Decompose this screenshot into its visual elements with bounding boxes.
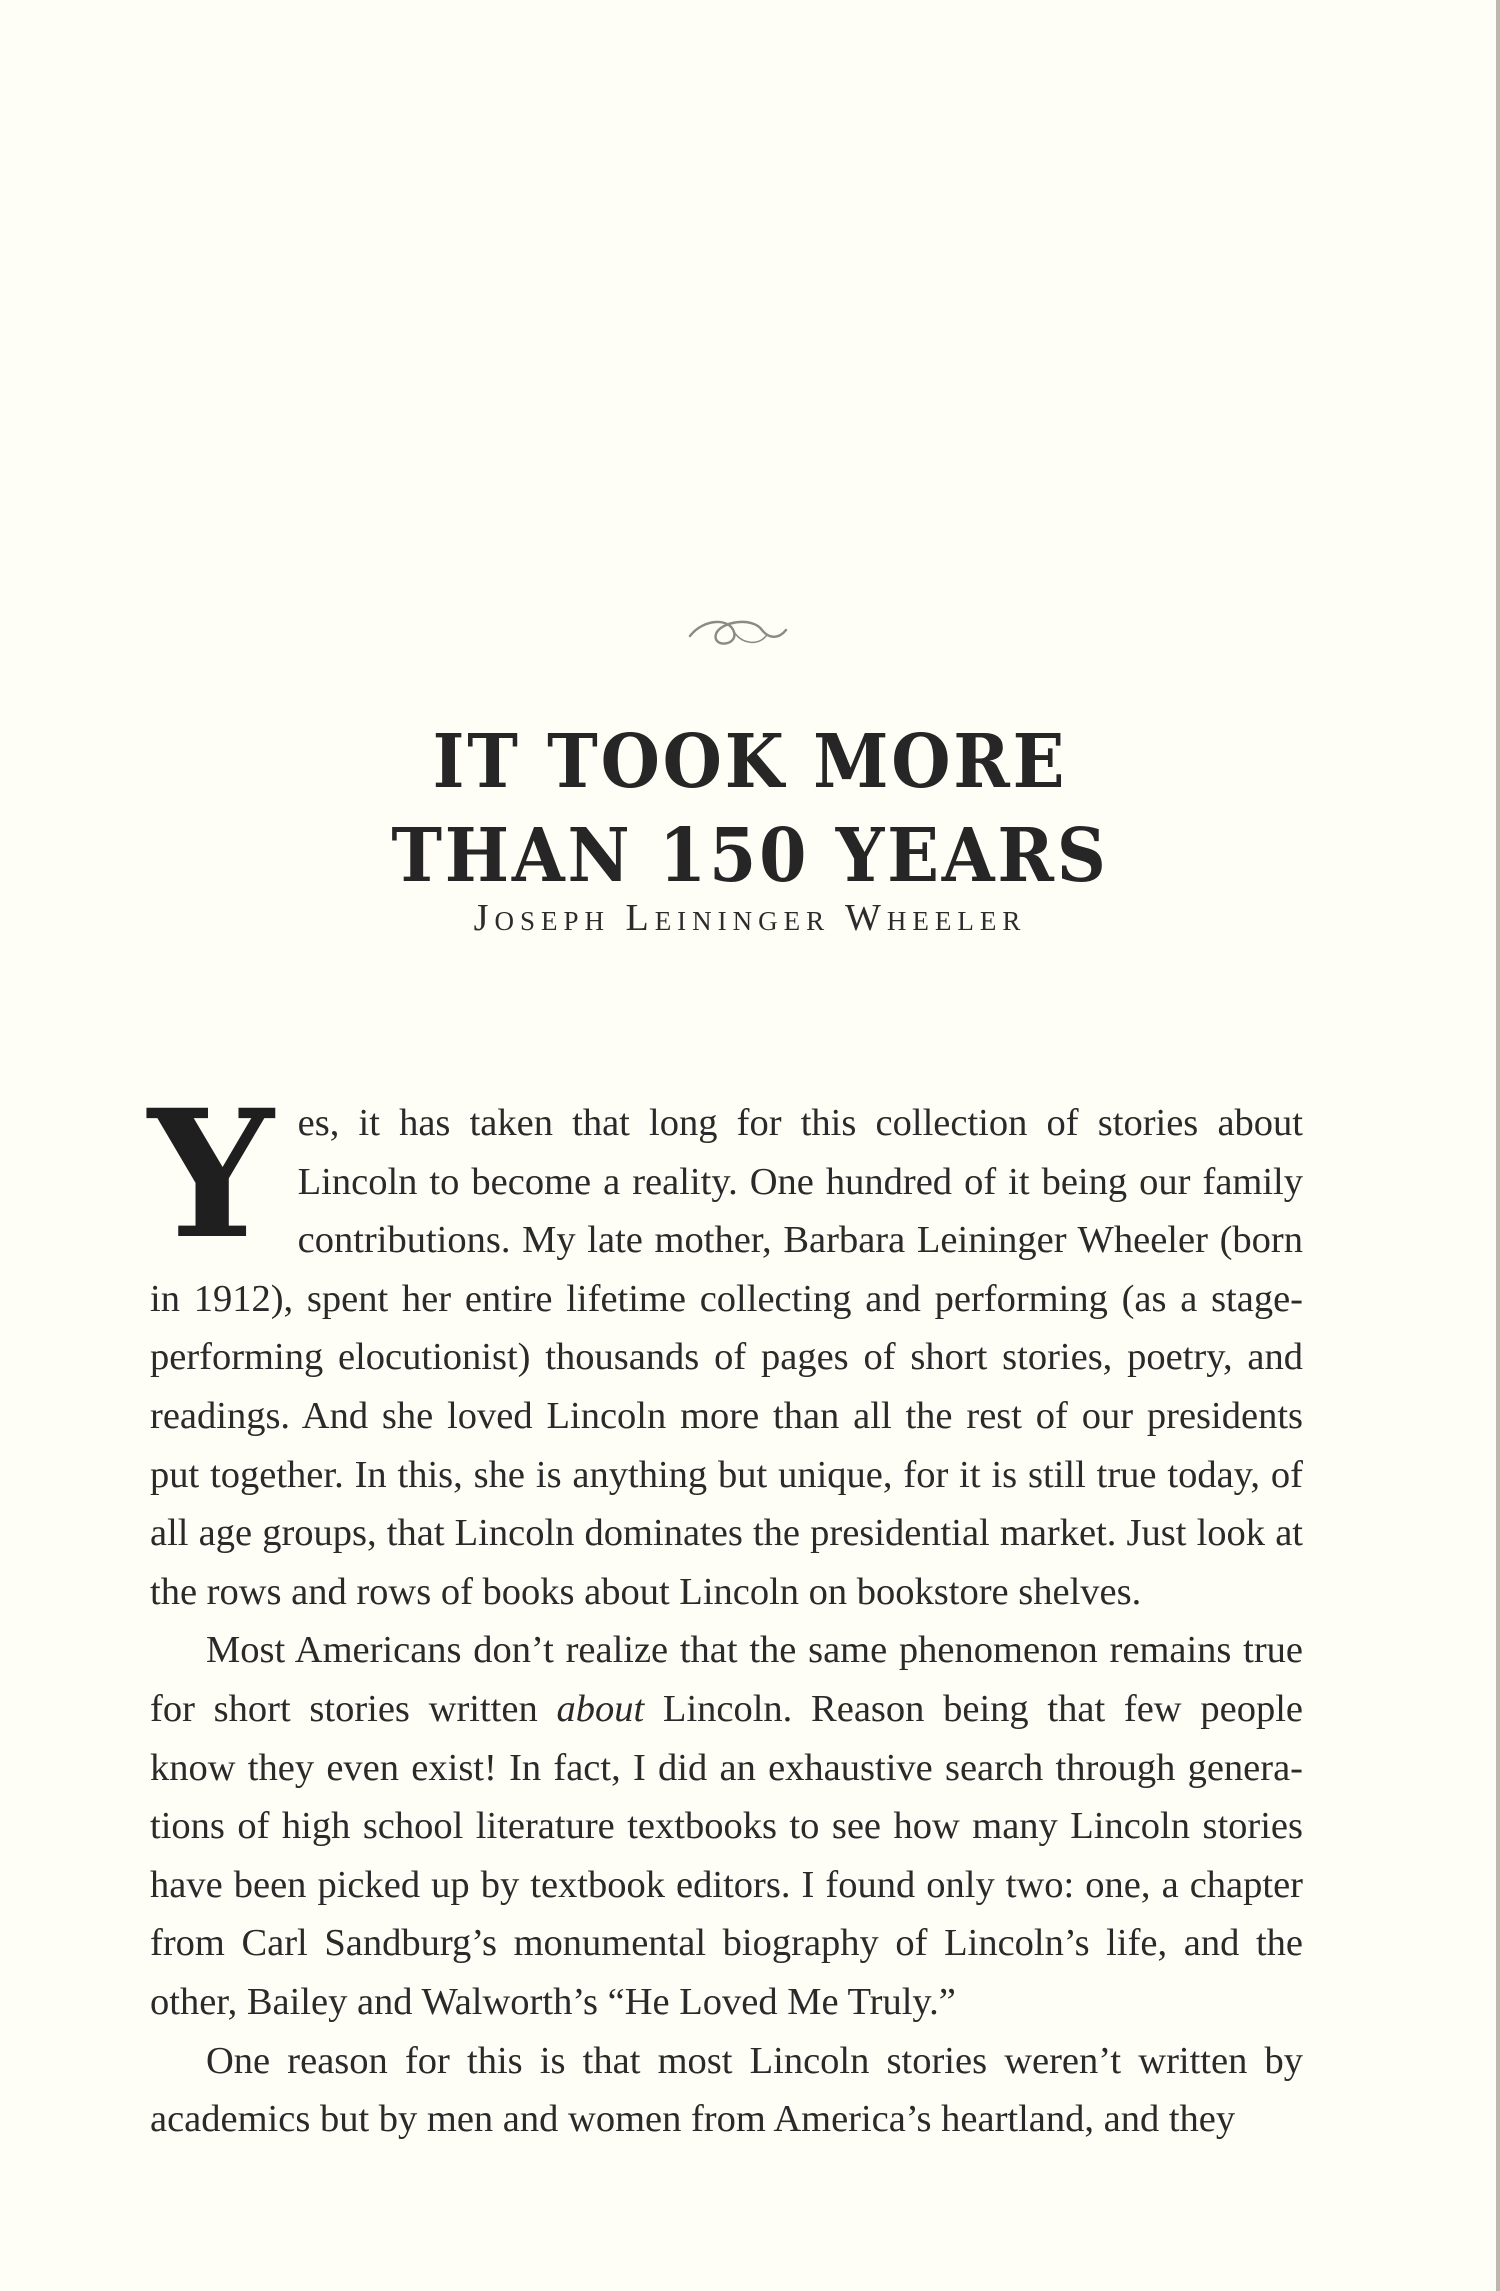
paragraph-1	[148, 1071, 1303, 1621]
paragraph-2-text-b: Lincoln. Reason being that few people know they even exist! In fact, I did an exhaustive search through generations of high school literature textbooks to see how many Lincoln stories have been picked up by textbook editors. I found only two: one, a chapter from Carl Sandburg’s monumental biography of Lincoln’s life, and the other, Bailey and Walworth’s “He Loved Me Truly.”	[150, 1687, 1303, 2023]
paragraph-2-emphasis: about	[556, 1687, 645, 1730]
paragraph-3: One reason for this is that most Lincoln stories weren’t written by academics but by men and women from America’s heartland, and they	[150, 2039, 1303, 2141]
ornament-flourish-icon	[682, 608, 792, 658]
page-edge	[1496, 0, 1500, 2291]
chapter-title-line-2: THAN 150 YEARS	[391, 813, 1109, 899]
paragraph-2	[150, 1621, 1303, 2031]
paragraph-1-text: es, it has taken that long for this collection of stories about Lincoln to become a reality. One hundred of it being our family contributions. My late mother, Barbara Leininger Wheeler (born in 1912), spent her entire lifetime collecting and performing (as a stage-performing elocutionist) thousands of pages of short stories, poetry, and readings. And she loved Lincoln more than all the rest of our presidents put together. In this, she is anything but unique, for it is still true today, of all age groups, that Lincoln dominates the presidential market. Just look at the rows and rows of books about Lincoln on bookstore shelves.	[150, 1102, 1303, 1613]
chapter-title-line-1: IT TOOK MORE	[432, 719, 1068, 805]
chapter-body	[148, 1071, 1303, 2149]
drop-cap: Y	[148, 1071, 274, 1278]
chapter-author: Joseph Leininger Wheeler	[473, 897, 1027, 939]
paragraph-2-text-a: Most Americans don’t realize that the same phenomenon remains true for short stories written	[150, 1629, 1303, 1730]
chapter-title	[60, 715, 1440, 903]
